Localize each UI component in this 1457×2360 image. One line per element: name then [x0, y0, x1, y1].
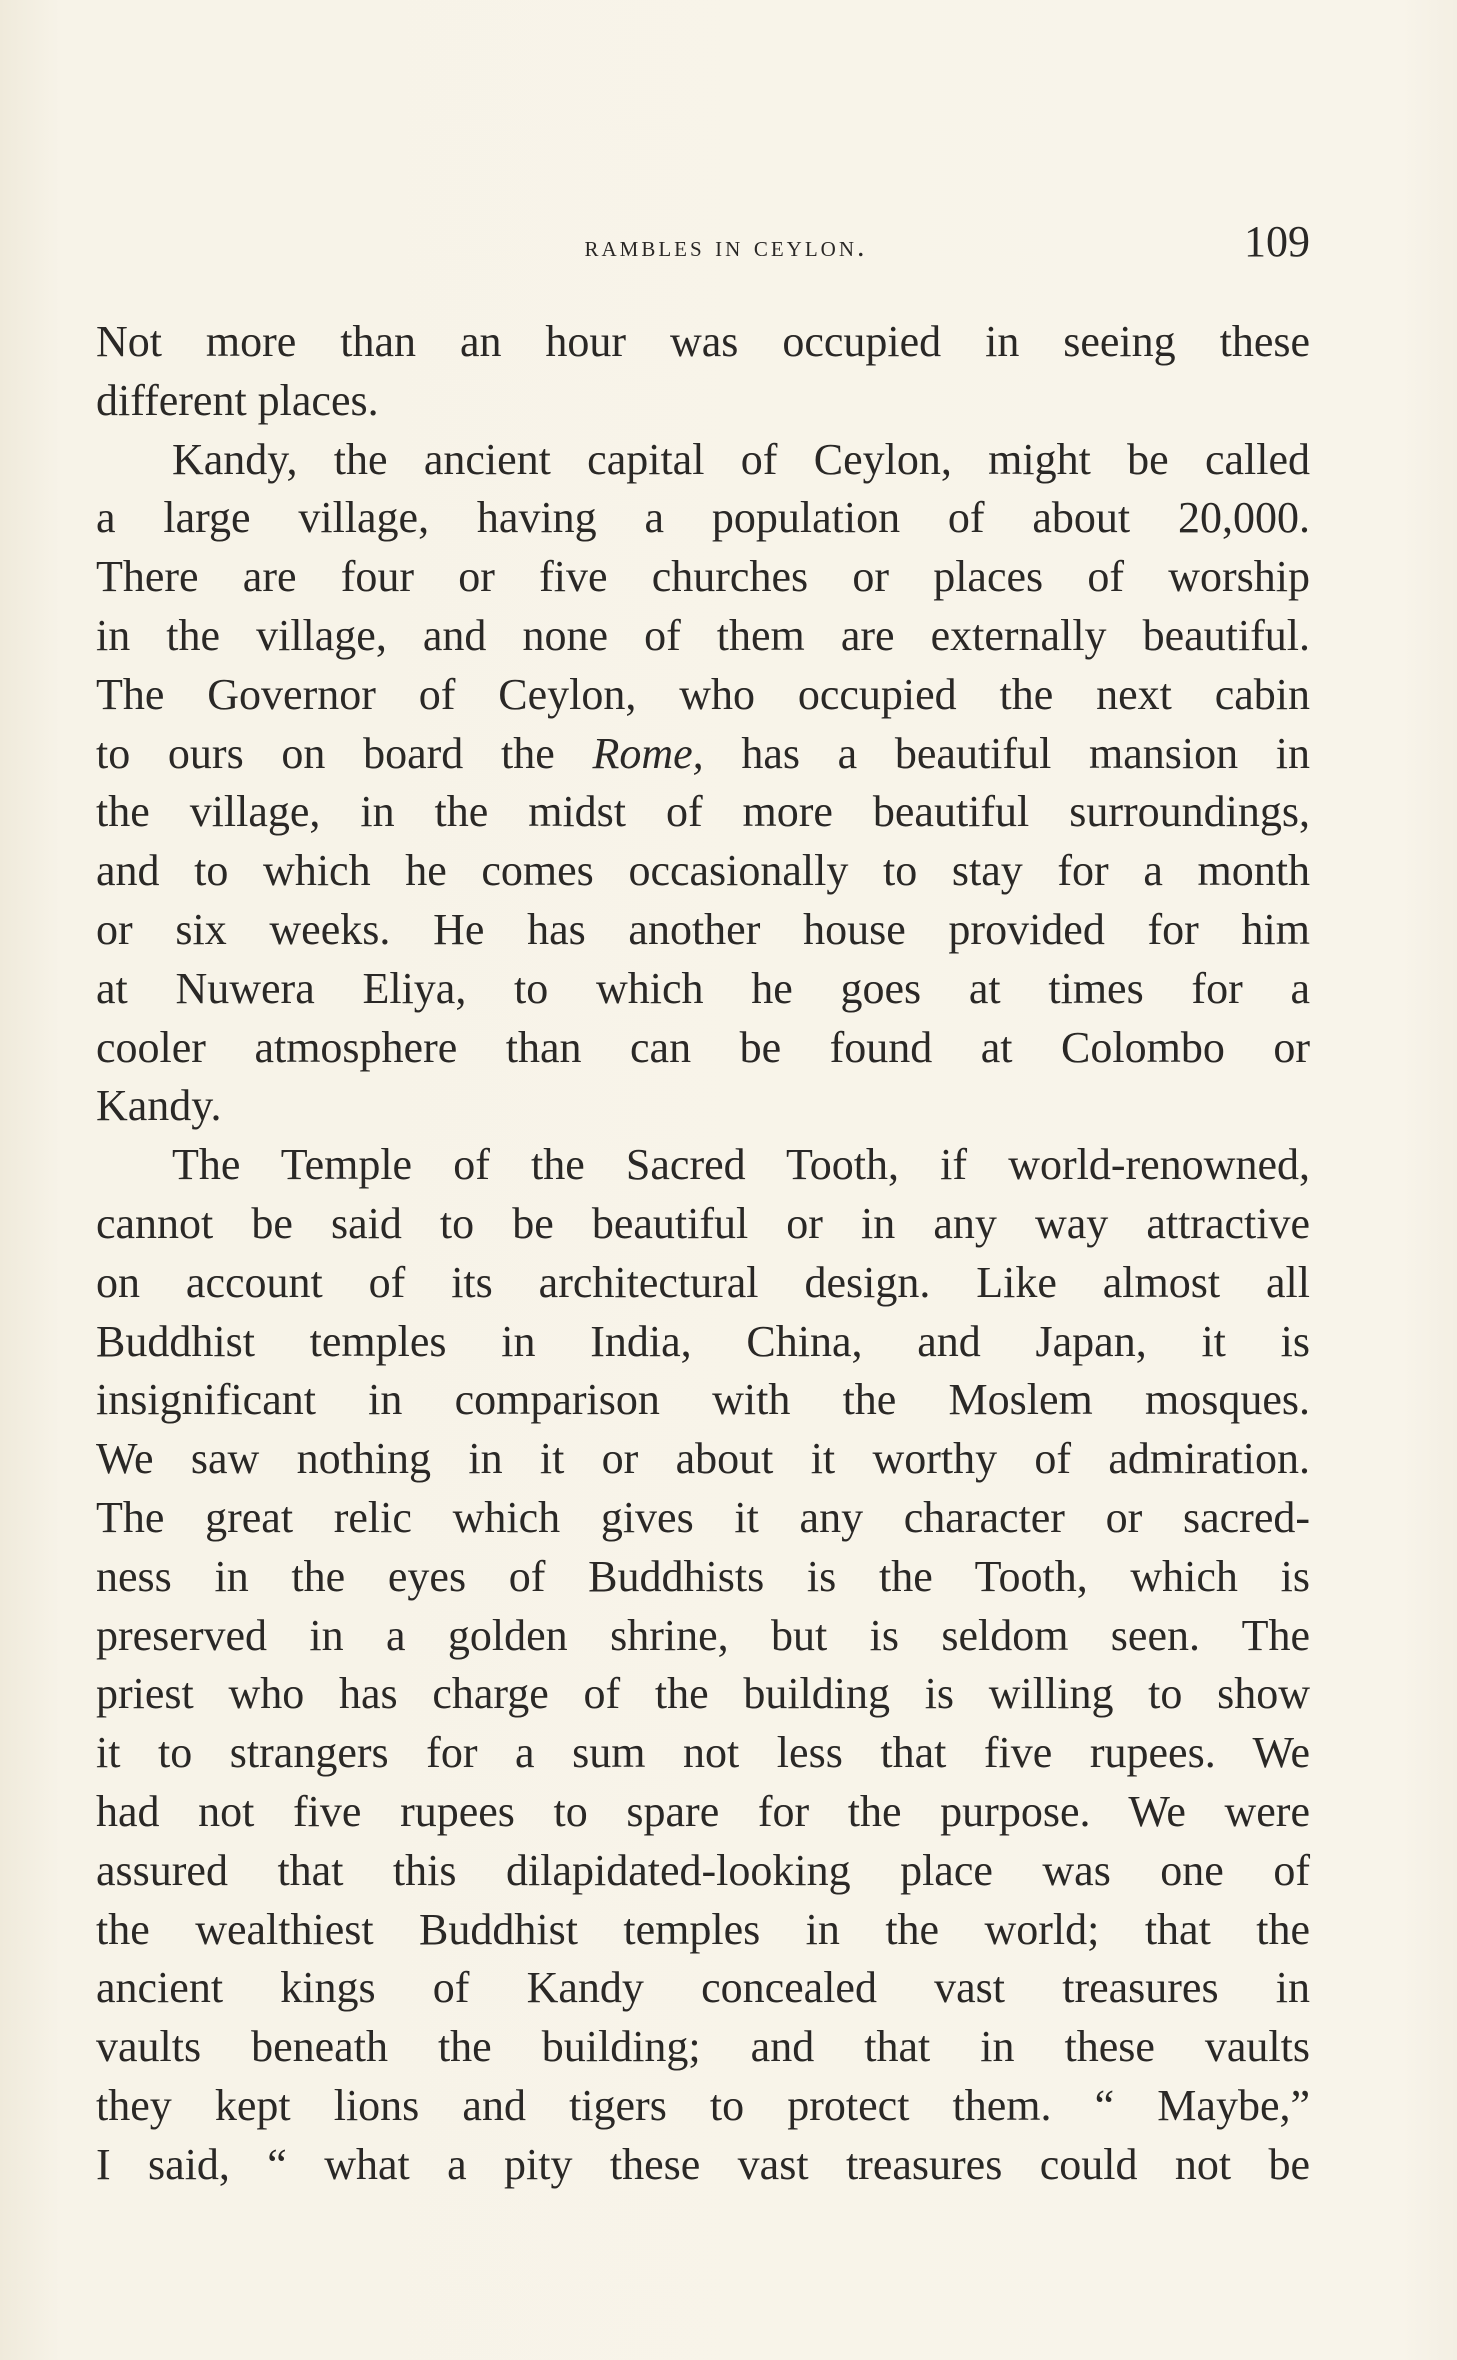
page-header [96, 216, 1310, 276]
text-line: it to strangers for a sum not less that five rupees. We [96, 1728, 1310, 1778]
text-line: on account of its architectural design. Like almost all [96, 1257, 1310, 1307]
text-line: The great relic which gives it any character or sacred- [96, 1492, 1310, 1542]
text-line: The Temple of the Sacred Tooth, if world-renowned, [172, 1140, 1310, 1190]
text-line: Not more than an hour was occupied in seeing these [96, 317, 1310, 366]
page-number: 109 [1244, 217, 1310, 266]
text-line: they kept lions and tigers to protect them. “ Maybe,” [96, 2080, 1310, 2130]
text-line: The Governor of Ceylon, who occupied the next cabin [96, 669, 1310, 719]
italic-ship-name: Rome, [592, 728, 704, 778]
text-line: cannot be said to be beautiful or in any way attractive [96, 1198, 1310, 1248]
text-line: We saw nothing in it or about it worthy of admiration. [96, 1434, 1310, 1484]
body-text [96, 313, 1310, 2195]
text-line: had not five rupees to spare for the purpose. We were [96, 1786, 1310, 1836]
text-line: the village, in the midst of more beautiful surroundings, [96, 787, 1310, 837]
text-segment: to ours on board the [96, 728, 555, 778]
text-segment: has a beautiful mansion in [741, 728, 1311, 778]
text-line: different places. [96, 375, 379, 425]
text-line: a large village, having a population of about 20,000. [96, 493, 1310, 543]
text-line: I said, “ what a pity these vast treasures could not be [96, 2139, 1310, 2189]
text-line: There are four or five churches or places of worship [96, 552, 1310, 602]
text-line: assured that this dilapidated-looking place was one of [96, 1845, 1310, 1895]
text-line: Kandy, the ancient capital of Ceylon, might be called [172, 434, 1310, 484]
text-line: at Nuwera Eliya, to which he goes at times for a [96, 963, 1310, 1013]
text-line: vaults beneath the building; and that in these vaults [96, 2022, 1310, 2072]
text-line: in the village, and none of them are externally beautiful. [96, 610, 1310, 660]
text-line: cooler atmosphere than can be found at Colombo or [96, 1022, 1310, 1072]
text-line: ancient kings of Kandy concealed vast treasures in [96, 1963, 1310, 2013]
text-line: and to which he comes occasionally to stay for a month [96, 846, 1310, 896]
text-line: priest who has charge of the building is willing to show [96, 1669, 1310, 1719]
text-line: Kandy. [96, 1081, 222, 1131]
text-line: preserved in a golden shrine, but is seldom seen. The [96, 1610, 1310, 1660]
text-line [96, 725, 1310, 784]
running-title: rambles in ceylon. [584, 230, 868, 263]
text-line: the wealthiest Buddhist temples in the world; that the [96, 1904, 1310, 1954]
text-line: Buddhist temples in India, China, and Japan, it is [96, 1316, 1310, 1366]
text-line: ness in the eyes of Buddhists is the Tooth, which is [96, 1551, 1310, 1601]
text-line: or six weeks. He has another house provided for him [96, 904, 1310, 954]
text-line: insignificant in comparison with the Moslem mosques. [96, 1375, 1310, 1425]
